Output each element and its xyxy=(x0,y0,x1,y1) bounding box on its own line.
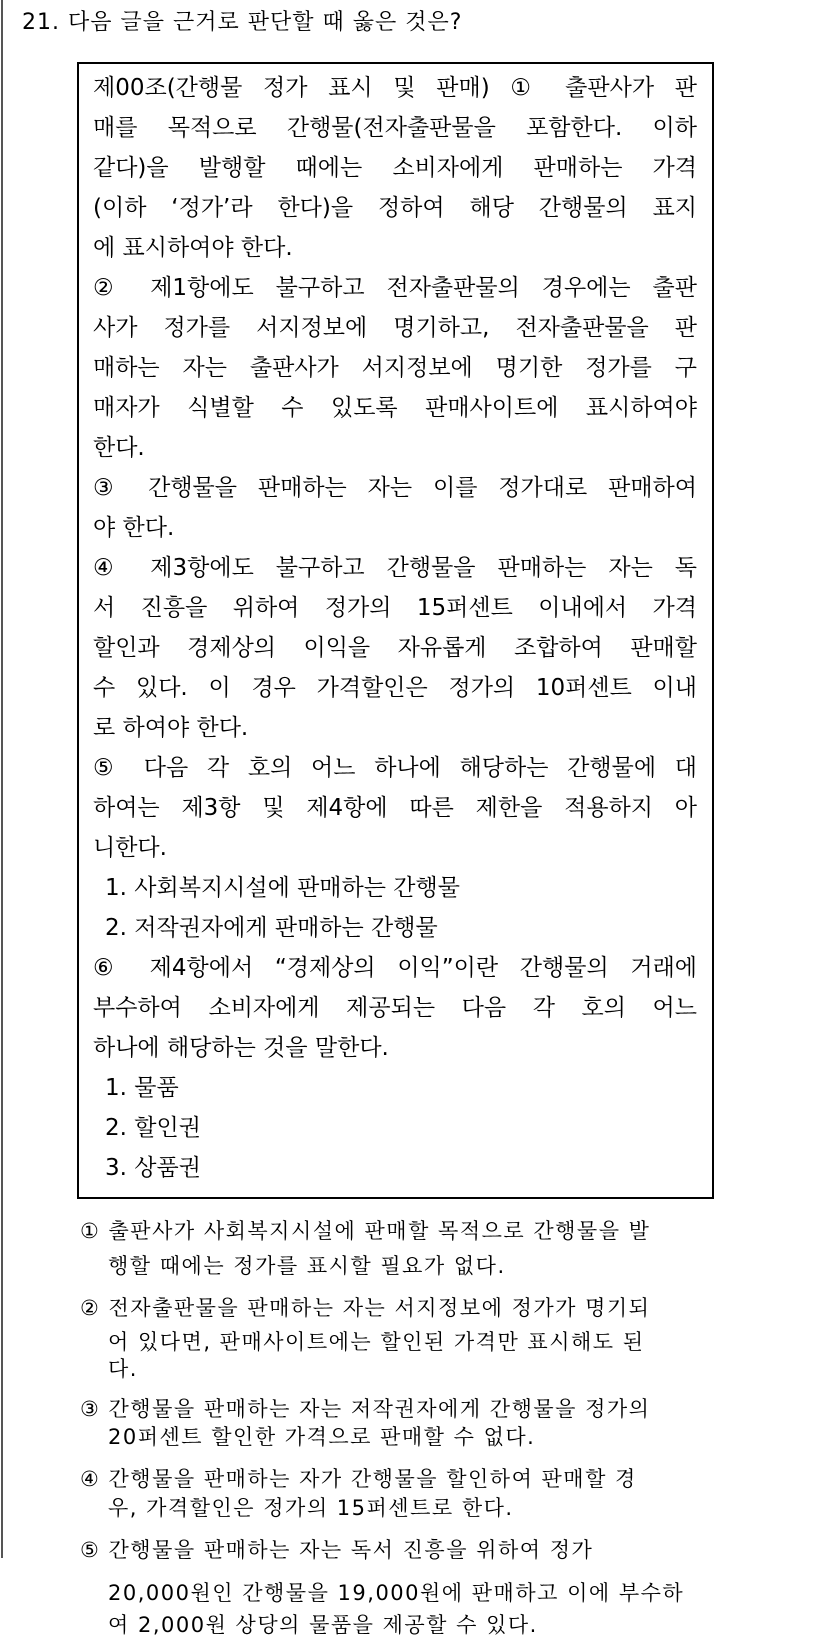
passage-line: 하여는 제3항 및 제4항에 따른 제한을 적용하지 아 xyxy=(93,795,697,821)
passage-list-item: 1. 사회복지시설에 판매하는 간행물 xyxy=(105,875,460,901)
passage-line: 수 있다. 이 경우 가격할인은 정가의 10퍼센트 이내 xyxy=(93,675,697,701)
passage-line: 할인과 경제상의 이익을 자유롭게 조합하여 판매할 xyxy=(93,635,697,661)
passage-line: 하나에 해당하는 것을 말한다. xyxy=(93,1035,389,1061)
passage-list-item: 2. 할인권 xyxy=(105,1115,201,1141)
option-line: 다. xyxy=(108,1357,138,1381)
option-line: 어 있다면, 판매사이트에는 할인된 가격만 표시해도 된 xyxy=(108,1330,645,1354)
option-line: ② 전자출판물을 판매하는 자는 서지정보에 정가가 명기되 xyxy=(80,1296,651,1320)
option-line: 우, 가격할인은 정가의 15퍼센트로 한다. xyxy=(108,1496,514,1520)
passage-line: 서 진흥을 위하여 정가의 15퍼센트 이내에서 가격 xyxy=(93,595,697,621)
passage-line: 에 표시하여야 한다. xyxy=(93,235,293,261)
option-line: ⑤ 간행물을 판매하는 자는 독서 진흥을 위하여 정가 xyxy=(80,1538,594,1562)
question-title: 21. 다음 글을 근거로 판단할 때 옳은 것은? xyxy=(22,10,463,35)
passage-line: 한다. xyxy=(93,435,145,461)
option-line: 행할 때에는 정가를 표시할 필요가 없다. xyxy=(108,1254,506,1278)
option-line: 20퍼센트 할인한 가격으로 판매할 수 없다. xyxy=(108,1425,536,1449)
passage-line: 매하는 자는 출판사가 서지정보에 명기한 정가를 구 xyxy=(93,355,697,381)
passage-line: ③ 간행물을 판매하는 자는 이를 정가대로 판매하여 xyxy=(93,475,697,501)
option-line: ③ 간행물을 판매하는 자는 저작권자에게 간행물을 정가의 xyxy=(80,1397,651,1421)
option-line: 20,000원인 간행물을 19,000원에 판매하고 이에 부수하 xyxy=(108,1581,685,1605)
passage-line: 제00조(간행물 정가 표시 및 판매) ① 출판사가 판 xyxy=(93,75,697,101)
passage-line: (이하 ‘정가’라 한다)을 정하여 해당 간행물의 표지 xyxy=(93,195,697,221)
passage-line: ④ 제3항에도 불구하고 간행물을 판매하는 자는 독 xyxy=(93,555,697,581)
passage-list-item: 3. 상품권 xyxy=(105,1155,201,1181)
passage-line: 부수하여 소비자에게 제공되는 다음 각 호의 어느 xyxy=(93,995,697,1021)
passage-line: ⑤ 다음 각 호의 어느 하나에 해당하는 간행물에 대 xyxy=(93,755,697,781)
option-line: 여 2,000원 상당의 물품을 제공할 수 있다. xyxy=(108,1613,538,1637)
passage-box xyxy=(77,62,714,1199)
passage-line: 매를 목적으로 간행물(전자출판물을 포함한다. 이하 xyxy=(93,115,697,141)
passage-line: 니한다. xyxy=(93,835,167,861)
passage-line: 사가 정가를 서지정보에 명기하고, 전자출판물을 판 xyxy=(93,315,697,341)
passage-line: 로 하여야 한다. xyxy=(93,715,249,741)
passage-line: 야 한다. xyxy=(93,515,175,541)
passage-line: 매자가 식별할 수 있도록 판매사이트에 표시하여야 xyxy=(93,395,697,421)
passage-line: 같다)을 발행할 때에는 소비자에게 판매하는 가격 xyxy=(93,155,697,181)
passage-line: ⑥ 제4항에서 “경제상의 이익”이란 간행물의 거래에 xyxy=(93,955,697,981)
passage-list-item: 2. 저작권자에게 판매하는 간행물 xyxy=(105,915,438,941)
option-line: ① 출판사가 사회복지시설에 판매할 목적으로 간행물을 발 xyxy=(80,1219,651,1243)
passage-list-item: 1. 물품 xyxy=(105,1075,179,1101)
page-margin-line xyxy=(1,0,3,1558)
option-line: ④ 간행물을 판매하는 자가 간행물을 할인하여 판매할 경 xyxy=(80,1467,637,1491)
passage-line: ② 제1항에도 불구하고 전자출판물의 경우에는 출판 xyxy=(93,275,697,301)
